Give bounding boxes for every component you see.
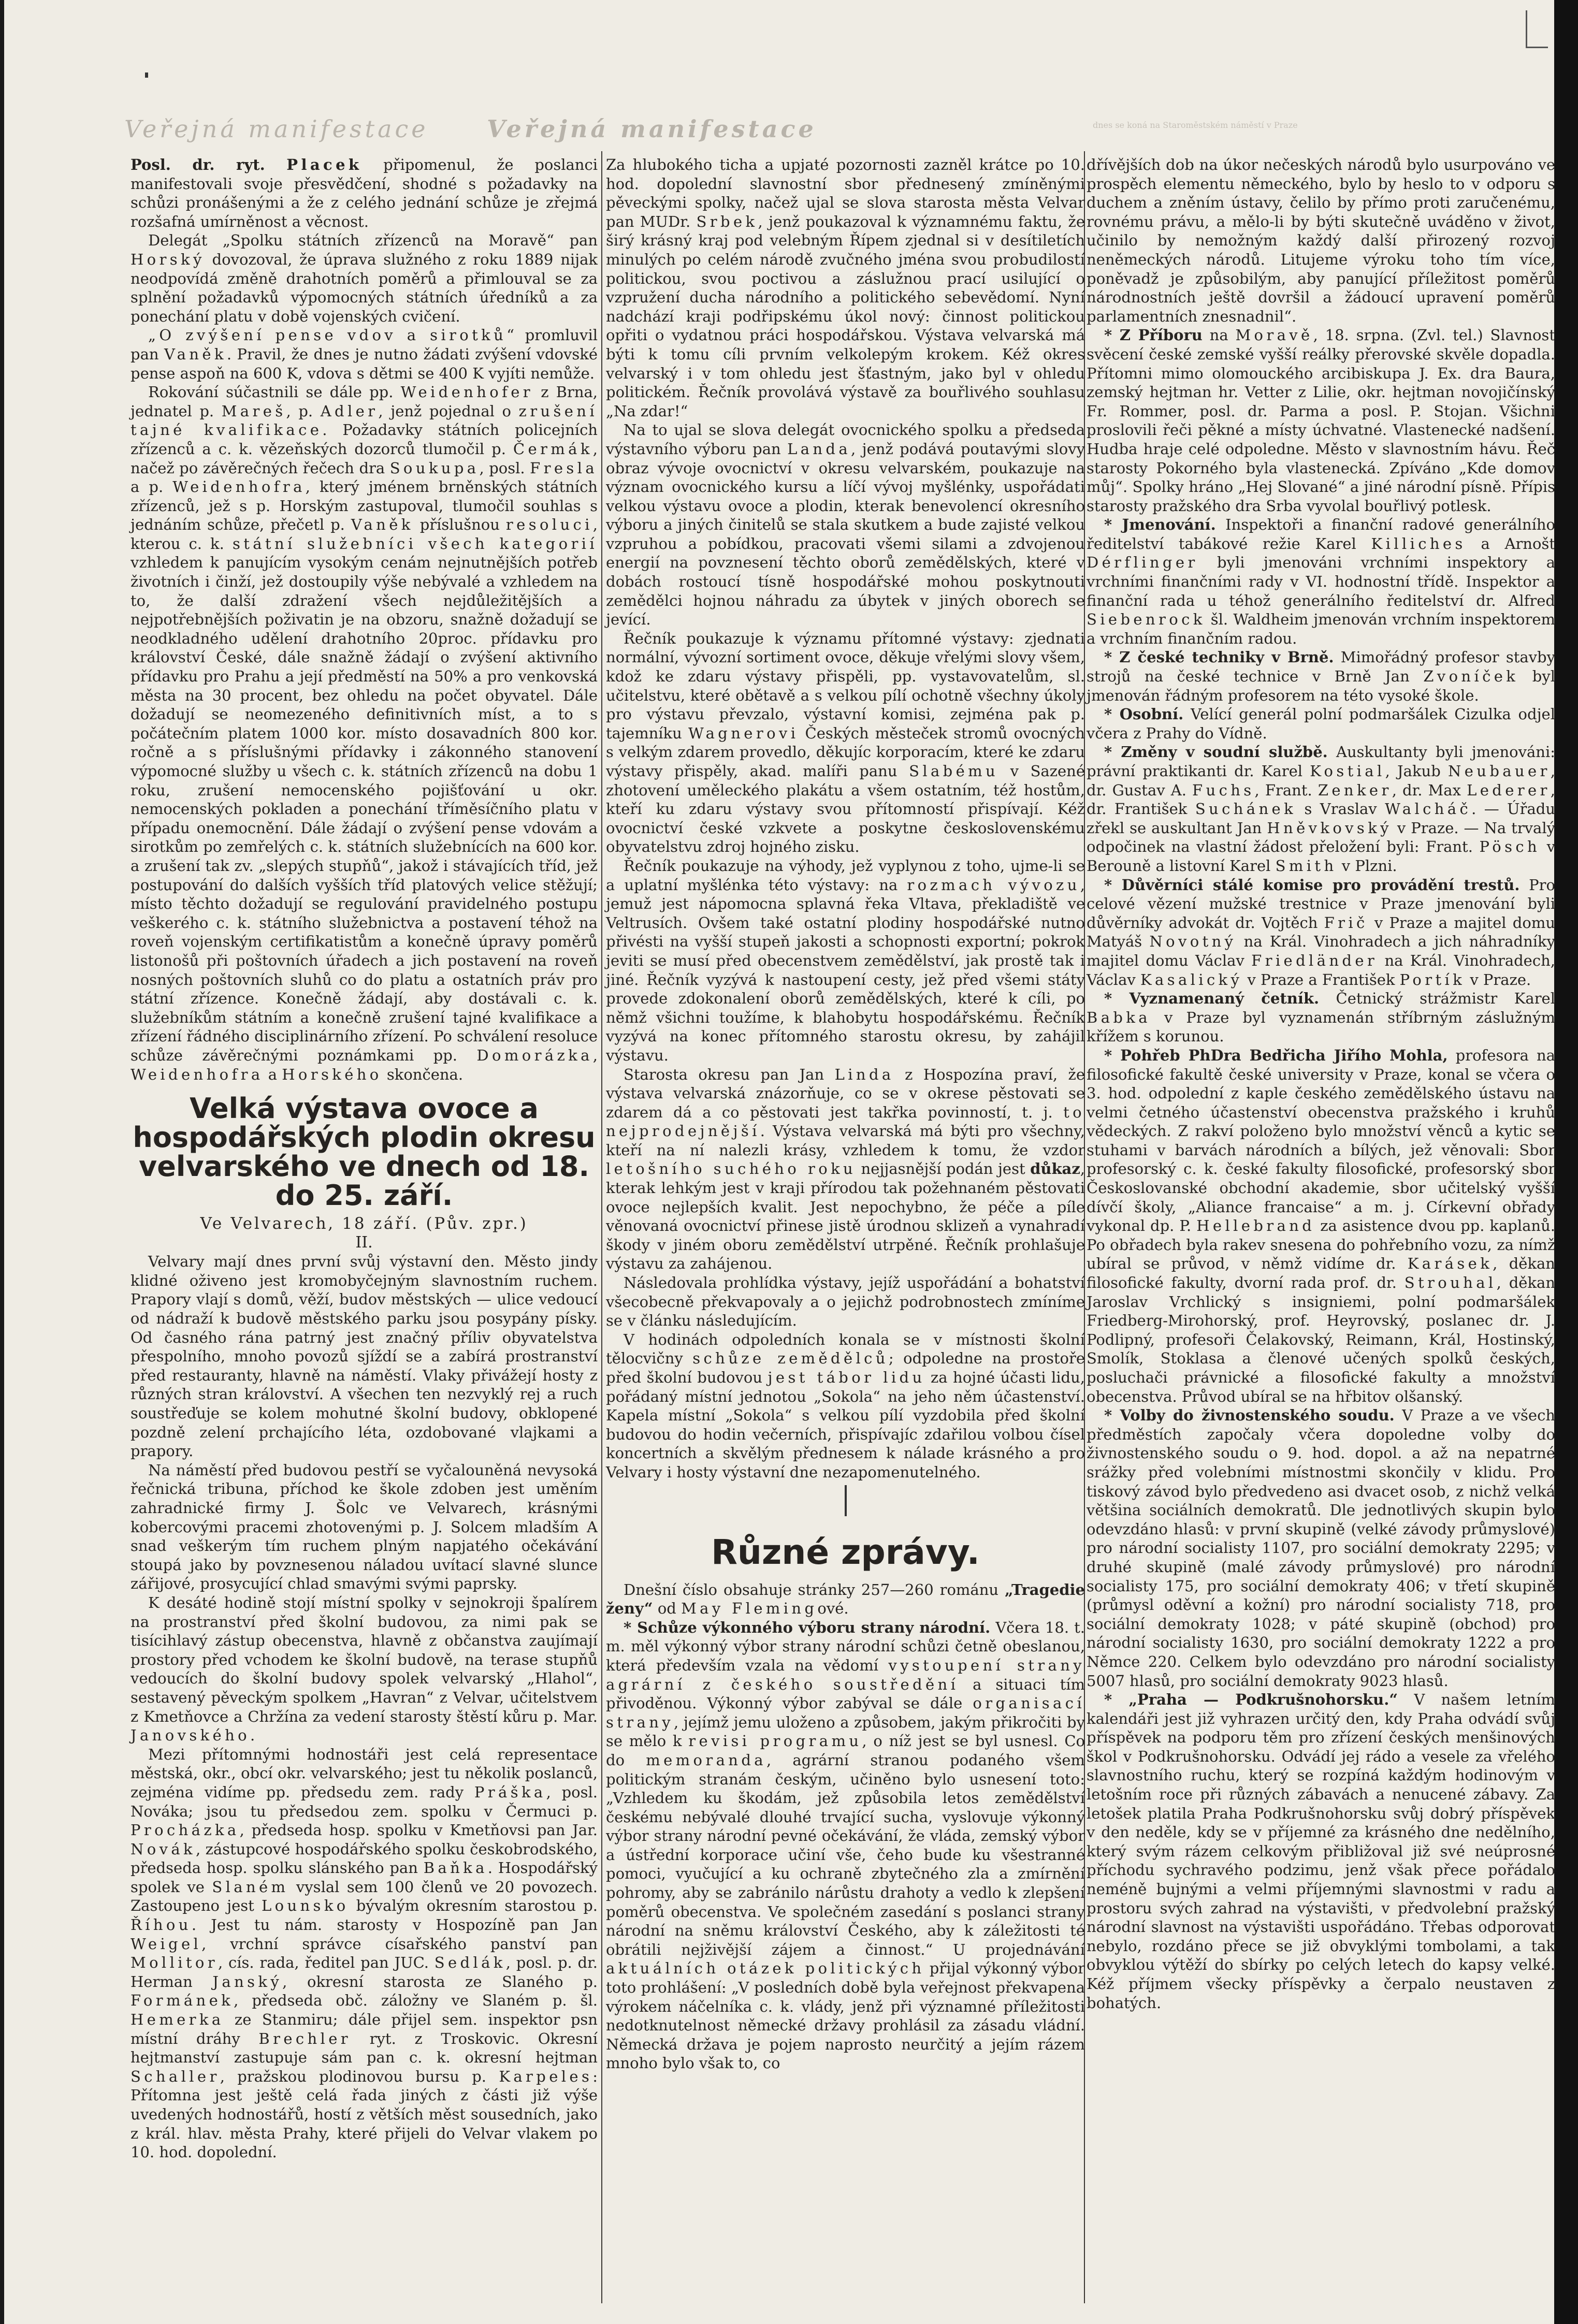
text-run: , p. xyxy=(286,402,321,420)
text-run: Vaněk xyxy=(351,516,414,534)
text-run: Portík xyxy=(1399,970,1466,989)
paragraph xyxy=(606,155,1085,420)
text-run: s Vraslav xyxy=(1296,800,1385,818)
text-run: Zenker xyxy=(1318,781,1392,799)
text-run: , posl. p. dr. Herman xyxy=(131,1954,598,1991)
paragraph xyxy=(131,1461,598,1593)
text-run: Walcháč xyxy=(1385,800,1472,818)
text-run: Schaller xyxy=(131,2067,220,2085)
text-run: Killiches xyxy=(1371,534,1466,553)
paragraph xyxy=(1087,989,1555,1046)
scan-left-edge xyxy=(0,0,4,2324)
paragraph xyxy=(606,1065,1085,1274)
paragraph xyxy=(606,629,1085,856)
text-run: dovozoval, že úprava služného z roku 1889 nijak neodpovídá změně drahotních poměrů a přimlouval se za splnění požadavků výpomocných státních úředníků a za ponechání platu v době vojenských cvičení. xyxy=(131,250,598,325)
text-run: Janovského xyxy=(131,1726,250,1745)
text-run: na Král. Vinohradech a jich náhradníky majitel domu Václav xyxy=(1087,933,1555,969)
text-run: * Vyznamenaný četník. xyxy=(1104,990,1320,1008)
paragraph xyxy=(1087,705,1555,743)
text-run: to nejprodejnější xyxy=(606,1103,1085,1140)
text-run: , dr. Max xyxy=(1392,781,1467,799)
text-run: Procházka xyxy=(131,1821,240,1839)
text-run: letošního suchého roku xyxy=(606,1160,857,1178)
text-run: Následovala prohlídka výstavy, jejíž uspořádání a bohatství všecobecně překvapovaly a o jejichž podrobnostech zmíníme se v článku následujícím. xyxy=(606,1274,1085,1330)
text-run: Čermák xyxy=(513,440,593,458)
text-run: * Z české techniky v Brně. xyxy=(1104,648,1334,666)
text-run: , jenž podává poutavými slovy obraz vývoje ovocnictví v okresu velvarském, poukazuje na význam ovocnického kursu a líčí vývoj myšlénky, uspořádati velkou výstavu ovoce a plodin, kterak benevolencí okresního výboru a jiných činitelů se stala skutkem a bude zajisté velkou vzpruhou a pobídkou, pracovati všemi silami a zdvojenou energií na povznesení těchto oborů zemědělských, které v dobách rostoucí tísně hospodářské mohou poskytnouti zemědělci hojnou náhradu za úbytek v jiných oborech se jevící. xyxy=(606,440,1085,629)
text-run: Mezi přítomnými hodnostáři jest celá representace městská, okr., obcí okr. velvarského; jest tu několik poslanců, zejména vidíme pp. předsedu zem. rady xyxy=(131,1745,598,1801)
article-heading-vystava: Velká výstava ovoce a hospodářských plodin okresu velvarského ve dnech od 18. do 25. září. xyxy=(133,1092,596,1212)
text-run: Domorázka xyxy=(476,1046,593,1064)
bleed-through-small-text: dnes se koná na Staroměstském náměstí v Praze xyxy=(1093,120,1298,130)
text-run: * „Praha — Podkrušnohorsku.“ xyxy=(1104,1691,1398,1709)
text-run: V hodinách odpoledních konala se v místnosti školní tělocvičny xyxy=(606,1330,1085,1368)
text-run: May Fleming xyxy=(681,1600,818,1618)
text-run: Siebenrock xyxy=(1087,611,1206,629)
text-run: , 18. srpna. (Zvl. tel.) Slavnost svěcení české zemské vyšší reálky přerovské skvěle dopadla. Přítomni mimo olomouckého arcibiskupa J. Ex. dra Baura, zemský hejtman hr. Vetter z Lilie, okr. hejtman novojičínský Fr. Rommer, posl. dr. Parma a posl. P. Stojan. Všichni proslovili řeči pěkné a místy úchvatné. Vlastenecké nadšení. Hudba hraje celé odpoledne. Město v slavnostním hávu. Řeč starosty Pokorného byla vlastenecká. Zpíváno „Kde domov můj“. Spolky hráno „Hej Slované“ a jiné národní písně. Přípis starosty pražského dra Srba vyvolal bouřlivý potlesk. xyxy=(1087,326,1555,515)
text-run: profesora na filosofické fakultě české university v Praze, konal se včera o 3. hod. odpolední z kaple českého zemědělského ústavu na velmi četného účastenství obecenstva pražského i kruhů vědeckých. Z rakví položeno bylo množství věnců a kytic se stuhami v barvách národních a bílých, jež věnovali: Sbor profesorský c. k. české fakulty filosofické, profesorský sbor Českoslovanské obchodní akademie, sbor učitelský vyšší dívčí školy, „Aliance francaise“ a m. j. Církevní obřady vykonal dp. P. xyxy=(1087,1046,1555,1235)
column-1-vystava-article xyxy=(131,1252,598,2162)
text-run: Řečník poukazuje k významu přítomné výstavy: zjednati normální, vývozní sortiment ovoce, děkuje vřelými slovy všem, kdož ke zdaru výstavy přispěli, pp. vystavovatelům, sl. učitelstvu, které obětavě a s velkou pílí ochotně všechny úkoly pro výstavu převzalo, výstavní komisi, zejména pak p. tajemníku xyxy=(606,629,1085,742)
article-part-number: II. xyxy=(355,1233,373,1252)
text-run: Kasalický xyxy=(1140,970,1243,989)
column-3-news-items xyxy=(1087,155,1555,2012)
text-run: promluvil pan xyxy=(131,326,598,363)
text-run: Suchánek xyxy=(1195,800,1297,818)
text-run: Na to ujal se slova delegát ovocnického spolku a předseda výstavního výboru pan xyxy=(606,421,1085,458)
text-run: Novotný xyxy=(1149,933,1237,951)
paragraph xyxy=(606,420,1085,629)
text-run: v Praze a František xyxy=(1242,970,1400,989)
text-run: : Přítomna jest ještě celá řada jiných z části již výše uvedených hodnostářů, hostí z větších měst sousedních, jako z král. hlav. města Prahy, které přijeli do Velvar vlakem po 10. hod. dopolední. xyxy=(131,2067,598,2161)
text-run: „Tragedie ženy“ xyxy=(606,1580,1085,1618)
text-run: Weidenhofra xyxy=(172,478,306,496)
text-run: Landa xyxy=(787,440,851,458)
text-run: Hellebrand xyxy=(1196,1217,1315,1235)
paragraph xyxy=(1087,648,1555,705)
text-run: státní služebníci všech kategorií xyxy=(232,534,598,553)
text-run: Rokování súčastnili se dále pp. xyxy=(148,383,401,401)
text-run: nejjasnější podán jest xyxy=(856,1160,1031,1178)
text-run: a Arnošt xyxy=(1466,534,1555,553)
text-run: byl jmenován řádným profesorem na této vysoké škole. xyxy=(1087,667,1555,704)
text-run: , posl. Nováka; jsou tu předsedou zem. spolku v Čermuci p. xyxy=(131,1783,598,1820)
text-run: schůze zemědělců xyxy=(692,1349,889,1368)
paragraph xyxy=(606,856,1085,1065)
text-run: . Pravil, že dnes je nutno žádati zvýšení vdovské pense aspoň na 600 K, vdova s dětmi se 400 K vyjíti nemůže. xyxy=(131,345,598,382)
text-run: organisací strany xyxy=(606,1694,1085,1731)
text-run: Karásek xyxy=(1407,1255,1493,1273)
paragraph xyxy=(1087,1406,1555,1690)
text-run: v Praze. xyxy=(1465,970,1531,989)
text-run: z Hospozína praví, že výstava velvarská znázorňuje, co se v okrese pěstovati se zdarem dá a co pěstovati jest takřka povinností, t. j. xyxy=(606,1065,1085,1121)
text-run: Babka xyxy=(1087,1008,1151,1026)
text-run: Lounsko xyxy=(261,1897,349,1915)
text-run: ryt. z Troskovic. Okresní hejtmanství zastupuje sám pan c. k. okresní hejtman xyxy=(131,2029,598,2067)
text-run: V Praze a ve všech předměstích započaly včera dopoledne volby do živnostenského soudu o 9. hod. dopol. a až na nepatrné srážky před volebními místnostmi skončily v klidu. Pro tiskový závod bylo předvedeno asi dvacet osob, z nichž velká většina sociálních demokratů. Dle jednotlivých skupin bylo odevzdáno hlasů: v první skupině (velké závody průmyslové) pro národní socialisty 1107, pro sociální demokraty 2295; v druhé skupině (malé závody průmyslové) pro národní socialisty 175, pro sociální demokraty 406; v třetí skupině (průmysl oděvní a kožní) pro národní socialisty 718, pro sociální demokraty 1028; v páté skupině (obchod) pro národní socialisty 1630, pro sociální demokraty 1222 a pro Němce 220. Celkem bylo odevzdáno pro národní socialisty 5007 hlasů, pro sociální demokraty 9023 hlasů. xyxy=(1087,1406,1555,1690)
text-run: v Praze byl vyznamenán stříbrným záslužným křížem s korunou. xyxy=(1087,1008,1555,1045)
text-run: , zástupcové hospodářského spolku českobrodského, předseda hosp. spolku slánského pan xyxy=(131,1840,598,1877)
column-3 xyxy=(1087,155,1555,2012)
text-run: Mimořádný profesor stavby strojů na české technice v Brně Jan xyxy=(1087,648,1555,686)
text-run: , vrchní správce císařského panství pan xyxy=(201,1935,598,1953)
text-run: skončena. xyxy=(382,1065,464,1083)
text-run: , Jakub xyxy=(1385,762,1448,780)
column-1 xyxy=(131,155,598,2162)
text-run: Linda xyxy=(834,1065,894,1083)
text-run: , který jménem brněnských státních zřízenců, jež s p. Horským zastupoval, tlumočil souhlas s jednáním schůze, přečetl p. xyxy=(131,478,598,534)
paragraph xyxy=(1087,876,1555,990)
text-run: . Hospodářský spolek ve xyxy=(131,1859,598,1896)
text-run: na xyxy=(1202,326,1236,344)
text-run: Mareš xyxy=(221,402,286,420)
text-run: Janský xyxy=(212,1972,283,1991)
text-run: Horský xyxy=(131,250,205,268)
paragraph xyxy=(606,1580,1085,1618)
text-run: Moravě xyxy=(1235,326,1313,344)
paragraph xyxy=(606,1330,1085,1482)
text-run: , načež po závěrečných řečech dra xyxy=(131,440,598,477)
text-run: zrušení tajné kvalifikace xyxy=(131,402,598,439)
text-run: Baňka xyxy=(423,1859,488,1877)
text-run: , předseda obč. záložny ve Slaném p. šl. xyxy=(234,1992,598,2010)
text-run: , xyxy=(592,1046,598,1064)
text-run: vyslal sem 100 členů ve 20 povozech. Zastoupeno jest xyxy=(131,1878,598,1915)
text-run: Řečník poukazuje na výhody, jež vyplynou z toho, ujme-li se a uplatní myšlénka této výstavy: na xyxy=(606,856,1085,894)
column-2 xyxy=(606,155,1085,2073)
text-run: Auskultanty byli jmenováni: právní praktikanti dr. Karel xyxy=(1087,743,1555,780)
text-run: , o níž jest se byl usnesl. Co do xyxy=(606,1732,1085,1769)
text-run: bývalým okresním starostou p. xyxy=(349,1897,598,1915)
article-dateline: Ve Velvarech, 18 září. (Pův. zpr.) xyxy=(200,1214,528,1233)
text-run: , agrární stranou podaného všem politickým stranám českým, učiněno bylo usnesení toto: „Vzhledem ku škodám, jež způsobila letos zemědělství českému nebývalé dlouhé trvající sucha, vyslovuje výkonný výbor strany národní pevné očekávání, že vláda, zemský výbor a ústřední korporace učiní vše, čeho bude ku všestranné pomoci, vyučující a ku ochraně zbytečného zla a zmírnění pohromy, aby se zabránilo nárůstu drahoty a vedlo k zlepšení poměrů obecenstva. Ve společném zasedání s poslanci strany národní na sněmu království Českého, aby k záležitosti té obrátili nejživější zájem a činnost.“ U projednávání xyxy=(606,1751,1085,1958)
text-run: v Plzni. xyxy=(1337,856,1397,875)
text-run: * Důvěrníci stálé komise pro provádění trestů. xyxy=(1104,876,1520,894)
column-2-vystava-continuation xyxy=(606,155,1085,1482)
text-run: Karpeles xyxy=(499,2067,593,2085)
section-heading-ruzne-zpravy: Různé zprávy. xyxy=(711,1532,980,1572)
text-run: Posl. dr. ryt. xyxy=(131,156,287,173)
text-run: Pösch xyxy=(1479,838,1541,856)
text-run: Fuchs xyxy=(1192,781,1255,799)
text-run: . xyxy=(250,1726,255,1745)
text-run: , předseda hosp. spolku v Kmetňovsi pan Jar. xyxy=(239,1821,598,1839)
text-run: Mollitor xyxy=(131,1954,218,1972)
text-run: příslušnou xyxy=(413,516,506,534)
text-run: Dérflinger xyxy=(1087,554,1198,572)
text-run: , posl. xyxy=(479,459,530,477)
text-run: , dr. František xyxy=(1087,781,1555,818)
text-run: Velící generál polní podmaršálek Cizulka odjel včera z Prahy do Vídně. xyxy=(1087,705,1555,742)
text-run: dřívějších dob na úkor nečeských národů bylo usurpováno ve prospěch elementu německého, bylo by heslo to v odporu s duchem a zněním ústavy, čelilo by přímo proti zaručenému, rovnému právu, a mělo-li by býti skutečně uváděno v život, učinilo by nemožným každý další přirozený rozvoj neněmeckých národů. Litujeme výroku toho tím více, poněvadž je způsobilým, aby panující příležitost poměrů národnostních ještě dovršil a žádoucí upravení poměrů parlamentních znesnadnil“. xyxy=(1087,156,1555,325)
text-run: * Z Příboru xyxy=(1104,326,1203,344)
paragraph xyxy=(1087,743,1555,875)
text-run: Pro celové vězení mužské trestnice v Praze jmenování byli důvěrníky advokát dr. Vojtěch xyxy=(1087,876,1555,932)
paragraph xyxy=(131,383,598,1084)
text-run: Včera 18. t. m. měl výkonný výbor strany národní schůzi četně obeslanou, která především vzala na vědomí xyxy=(606,1618,1085,1674)
paragraph xyxy=(131,231,598,326)
column-rule-1 xyxy=(601,151,602,2303)
text-run: Práška xyxy=(474,1783,546,1801)
text-run: memoranda xyxy=(646,1751,766,1769)
text-run: za asistence dvou pp. kaplanů. Po obřadech byla rakev snesena do pohřebního vozu, za nímž ubíral se průvod, v němž vidíme dr. xyxy=(1087,1217,1555,1273)
text-run: revisi programu xyxy=(688,1732,862,1750)
paragraph xyxy=(131,155,598,231)
bleed-through-text-right: Veřejná manifestace xyxy=(487,115,817,143)
text-run: za hojné účasti lidu, pořádaný místní jednotou „Sokola“ na jeho něm účastenství. Kapela místní „Sokola“ s velkou pílí vyzdobila před školní budovou do hodin večerních, přispívajíc zdařilou volbou čísel koncertních a skvělým přednesem k nálade krásného a pro Velvary i hosty výstavní dne nezapomenutelného. xyxy=(606,1369,1085,1481)
text-run: Fresla xyxy=(530,459,598,477)
text-run: , jenž pojednal o xyxy=(378,402,519,420)
text-run: a xyxy=(263,1065,282,1083)
paragraph xyxy=(606,1273,1085,1330)
paragraph xyxy=(1087,326,1555,515)
text-run: Placek xyxy=(286,156,363,173)
text-run: Hněvkovský xyxy=(1267,819,1392,837)
text-run: Za hlubokého ticha a upjaté pozornosti zazněl krátce po 10. hod. dopolední slavnostní sbor přednesený zmíněnými pěveckými spolky, načež ujal se slova starosta města Velvar pan MUDr. xyxy=(606,156,1085,230)
text-run: Formánek xyxy=(131,1992,234,2010)
article-end-mark xyxy=(845,1485,847,1516)
paragraph xyxy=(606,1618,1085,2073)
text-run: * Pohřeb PhDra Bedřicha Jiřího Mohla, xyxy=(1104,1046,1448,1064)
text-run: . — Úřadu zřekl se auskultant Jan xyxy=(1087,800,1555,837)
text-run: , děkan Jaroslav Vrchlický s insigniemi, polní podmaršálek Friedberg-Mirohorský, prof. Heyrovský, poslanec dr. J. Podlipný, profesoři Čelakovský, Reimann, Král, Hostinský, Smolík, Stoklasa a členové učených spolků českých, posluchači právnické a filosofické fakulty a množství obecenstva. Průvod ubíral se na hřbitov olšanský. xyxy=(1087,1274,1555,1405)
text-run: V našem letním kalendáři jest již vyhrazen určitý den, kdy Praha odvádí svůj příspěvek na podporu těm pro zřízení českých menšinových škol v Podkrušnohorsku. Odvádí jej rádo a vesele za vřelého slavnostního ruchu, který se rozpíná každým hodinovým v letošním roce při různých zábavách a nenucené zábavy. Za letošek platila Praha Podkrušnohorsku svůj dobrý příspěvek v den neděle, kdy se v příjemné za krásného dne nedělního, který svým rázem celkovým přibližoval již své neúprosné příchodu sychravého podzimu, jenž však přece pořádalo neméně bujnými a velmi příjemnými slavnostmi v radu a prostoru svých zahrad na výstavišti, v předvolební pražský národní slavnost na výstavišti uspořádáno. Třebas odporovat nebylo, rozdáno přece se již obvyklými tombolami, a tak obvyklou výtěží do sbírky po celých letech do kapsy velké. Kéž příjmem všecky příspěvky a čerpalo neustaven z bohatých. xyxy=(1087,1691,1556,2012)
text-run: Delegát „Spolku státních zřízenců na Moravě“ pan xyxy=(148,231,598,250)
text-run: Smith xyxy=(1275,856,1337,875)
text-run: v Praze a majitel domu Matyáš xyxy=(1087,913,1555,951)
text-run: Adler xyxy=(320,402,379,420)
text-run: v Berouně a listovní Karel xyxy=(1087,838,1555,875)
text-run: , pražskou plodinovou bursu p. xyxy=(220,2067,499,2085)
text-run: Starosta okresu pan Jan xyxy=(624,1065,835,1083)
text-run: Českých městeček stromů ovocných s velkým zdarem provedlo, děkujíc korporacím, které ke zdaru výstavy přispěly, akad. malíři panu xyxy=(606,724,1085,780)
text-run: Četnický strážmistr Karel xyxy=(1319,990,1555,1008)
text-run: , cís. rada, ředitel pan JUC. xyxy=(218,1954,435,1972)
text-run: Dnešní číslo obsahuje stránky 257—260 románu xyxy=(624,1580,1005,1599)
text-run: ze Stanmiru; dále přijel sem. inspektor psn místní dráhy xyxy=(131,2011,598,2047)
text-run: ové. xyxy=(817,1600,849,1618)
column-1-articles xyxy=(131,155,598,1084)
text-run: Lederer xyxy=(1467,781,1551,799)
text-run: Strouhal xyxy=(1404,1274,1497,1292)
text-run: Novák xyxy=(131,1840,196,1858)
text-run: Brechler xyxy=(258,2029,351,2047)
paragraph xyxy=(131,326,598,383)
text-run: důkaz xyxy=(1030,1160,1080,1178)
text-run: , děkan filosofické fakulty, dvorní rada prof. dr. xyxy=(1087,1255,1555,1292)
scan-right-edge xyxy=(1554,0,1578,2324)
text-run: v Sazené zhotovení uměleckého plakátu a všem ostatním, též hostům, kteří ku zdaru výstavy svou přítomností přispívají. Kéž ovocnictví české vzkvete a poskytne československému obyvatelstvu zdroj hojného zisku. xyxy=(606,762,1085,856)
text-run: , jejímž jemu uloženo a způsobem, jakým přikročiti by se mělo k xyxy=(606,1713,1085,1750)
column-2-news-items xyxy=(606,1580,1085,2073)
text-run: v Praze. — Na trvalý odpočinek na vlastní žádost přeložení byli: Frant. xyxy=(1087,819,1556,856)
text-run: a p. xyxy=(131,478,173,496)
text-run: a situaci tím přivoděnou. Výkonný výbor zabýval se dále xyxy=(606,1675,1085,1712)
text-run: , Frant. xyxy=(1254,781,1318,799)
text-run: jest tábor lidu xyxy=(768,1369,925,1386)
text-run: Weigel xyxy=(131,1935,202,1953)
text-run: * Osobní. xyxy=(1104,705,1184,723)
text-run: ; odpoledne na prostoře před školní budovou xyxy=(606,1349,1085,1386)
paragraph xyxy=(1087,1046,1555,1406)
text-run: Kostial xyxy=(1310,762,1385,780)
text-run: aktuálních otázek politických xyxy=(606,1959,925,1978)
paragraph xyxy=(131,1593,598,1745)
ink-mark xyxy=(145,72,148,78)
text-run: Velvary mají dnes první svůj výstavní den. Město jindy klidné oživeno jest kromobyčejným slavnostním ruchem. Prapory vlají s domů, věží, budov městských — ulice vedoucí od nádraží k budově městského parku jsou posypány písky. Od časného rána patrný jest značný příliv obyvatelstva přespolního, mnoho povozů sjíždí se a zabírá prostranství před restauranty, hlavně na náměstí. Vlaky přivážejí hosty z různých stran království. A všechen ten nezvyklý rej a ruch soustřeďuje se kolem mohutné školní budovy, obklopené pozdně zelení prchajícího léta, ozdobované vlajkami a prapory. xyxy=(131,1253,598,1460)
paragraph xyxy=(1087,515,1555,648)
text-run: přijal výkonný výbor toto prohlášení: „V posledních době byla veřejnost překvapena výrokem náčelníka c. k. vlády, jenž při významné příležitosti nedotknutelnost německé državy prohlásil za zásadu vládní. Německá država je pojem naprosto neurčitý a jejím rázem mnoho bylo však to, co xyxy=(606,1959,1085,2072)
corner-fold-mark xyxy=(1526,10,1548,48)
text-run: , kterou c. k. xyxy=(131,516,598,553)
text-run: * Schůze výkonného výboru strany národní. xyxy=(624,1618,991,1636)
text-run: Weidenhofra xyxy=(131,1065,264,1083)
text-run: K desáté hodině stojí místní spolky v sejnokroji špalírem na prostranství před školní budovou, za nimi pak se tisícihlavý zástup obecenstva, hlavně z občanstva zaujímají prostory před vchodem ke školní budově, na terase stupňů vedoucích do školní budovy spolek velvarský „Hlahol“, sestavený pěveckým spolkem „Havran“ z Velvar, učitelstvem z Kmetňovce a Chržína za vedení starosty štěstí kůru p. Mar. xyxy=(131,1593,598,1725)
text-run: , dr. Gustav A. xyxy=(1087,762,1555,799)
text-run: . Jest tu nám. starosty v Hospozíně pan Jan xyxy=(191,1916,598,1934)
text-run: Slabému xyxy=(909,762,999,780)
text-run: Frič xyxy=(1324,913,1368,932)
text-run: * Volby do živnostenského soudu. xyxy=(1104,1406,1395,1425)
text-run: , okresní starosta ze Slaného p. xyxy=(282,1972,598,1991)
text-run: z Brna, jednatel p. xyxy=(131,383,598,420)
text-run: , kterak lehkým jest v kraji přírodou tak požehnaném pěstovati ovoce nejlepších kvalit. Jest nepochybno, že péče a píle věnovaná ovocnictví přinese jistě úrodnou sklizeň a vynahradí škody v jiném oboru zemědělství utrpěné. Řečník prohlašuje výstavu za zahájenou. xyxy=(606,1160,1085,1273)
text-run: , jenž poukazoval k významnému faktu, že širý krásný kraj pod velebným Řípem zjednal si v desítiletích minulých po celém národě zvučného jména svou probudilostí politickou, svou poctivou a záslužnou prací usilující o vzpružení ducha národního a politického sebevědomí. Nyní nadchází kraji podřipskému úkol nový: činnost politickou opřiti o vydatnou práci hospodářskou. Výstava velvarská má býti k tomu cíli prvním velkolepým krokem. Kéž okres velvarský i v tom ohledu jest šťastným, jako byl v ohledu politickém. Řečník provolává výstavě za bouřlivého souhlasu „Na zdar!“ xyxy=(606,212,1085,420)
text-run: * Změny v soudní službě. xyxy=(1104,743,1328,761)
text-run: . Výstava velvarská má býti pro všechny, kteří na ní nalezli krásy, vzhledem k tomu, že vzdor xyxy=(606,1122,1085,1159)
text-run: Vaněk xyxy=(164,345,227,363)
text-run: Srbek xyxy=(696,212,758,230)
text-run: Říhou xyxy=(131,1916,192,1934)
paragraph xyxy=(131,1745,598,2162)
text-run: Inspektoři a finanční radové generálního ředitelství tabákové režie Karel xyxy=(1087,516,1555,553)
text-run: Neubauer xyxy=(1447,762,1551,780)
text-run: rozmach vývozu xyxy=(907,876,1080,894)
text-run: Sedlák xyxy=(434,1954,506,1972)
paragraph xyxy=(1087,155,1555,326)
text-run: . Požadavky státních policejních zřízenců a c. k. vězeňských dozorců tlumočil p. xyxy=(131,421,598,458)
text-run: „O zvýšení pense vdov a sirotků“ xyxy=(148,326,518,344)
text-run: Friedländer xyxy=(1251,951,1378,969)
text-run: * Jmenování. xyxy=(1104,516,1216,534)
text-run: Zvoníček xyxy=(1423,667,1519,686)
text-run: Soukupa xyxy=(389,459,480,477)
text-run: byli jmenováni vrchními inspektory a vrchními finančními rady v VI. hodnostní třídě. Inspektor a finanční rada u téhož generálního ředitelství dr. Alfred xyxy=(1087,554,1555,609)
text-run: Horského xyxy=(282,1065,382,1083)
text-run: Wagnerovi xyxy=(688,724,799,742)
text-run: Hemerka xyxy=(131,2011,224,2029)
text-run: vzhledem k panujícím vysokým cenám nejnutnějších potřeb životních i činží, jež dostoupily výše nebývalé a vzhledem na to, že další zdražení všech nejdůležitějších a nejpotřebnějších poživatin je na obzoru, snažně dožadují se neodkladného udělení drahotního 20proc. přídavku pro království České, dále snažně žádají o zvýšení aktivního přídavku pro Prahu a její předměstí na 50% a pro venkovská města na 30 procent, bez ohledu na počet obyvatel. Dále dožadují se neomezeného definitivních míst, a to s počátečním platem 1000 kor. místo dosavadních 800 kor. ročně a s příslušnými přídavky i zákonného stanovení výpomocné služby u všech c. k. státních zřízenců na dobu 1 roku, zrušení nemocenského pojišťování u okr. nemocenských pokladen a ponechání tříměsíčního platu v případu onemocnění. Dále žádají o zvýšení pense vdovám a sirotkům po zemřelých c. k. státních služebnících na 600 kor. a zrušení tak zv. „slepých stupňů“, jakož i stávajících tříd, jež postupování do dalších vyšších tříd platových velice stěžují; místo těchto dožadují se regulování pravidelného postupu veškerého c. k. státního služebnictva a postavení téhož na roveň vojenským certifikatistům a konečně úpravy poměrů listonošů při poštovních úřadech a jich postavení na roveň nosných poštovních sluhů co do platu a ostatních práv pro státní zřízence. Konečně žádají, aby dostávali c. k. služebníkům státním a konečně zrušení tajné kvalifikace a zřízení řádného disciplinárního zřízení. Po schválení resoluce schůze závěrečnými poznámkami pp. xyxy=(131,554,598,1064)
text-run: šl. Waldheim jmenován vrchním inspektorem a vrchním finančním radou. xyxy=(1087,611,1555,647)
text-run: na Král. Vinohradech, Václav xyxy=(1087,951,1555,989)
paragraph xyxy=(1087,1690,1555,2012)
text-run: od xyxy=(653,1600,682,1618)
text-run: Slaném xyxy=(212,1878,289,1896)
text-run: , jemuž jest nápomocna splavná řeka Vltava, překladiště ve Veltrusích. Ovšem také ostatní plodiny hospodářské nutno přivésti na vyšší stupeň jakosti a schopnosti exportní; pokrok jeviti se musí před obecenstvem zemědělství, jak prostě tak i jiné. Řečník vyzývá k nastoupení cesty, jež před všemi státy provede zdokonalení oborů zemědělských, které k cíli, po němž všichni toužíme, k blahobytu hospodářskému. Řečník vyzývá na konec přítomného starostu okresu, by zahájil výstavu. xyxy=(606,876,1085,1064)
text-run: Na náměstí před budovou pestří se vyčalouněná nevysoká řečnická tribuna, příchod ke škole zdoben jest uměním zahradnické firmy J. Šolc ve Velvarech, krásnými kobercovými pracemi zhotovenými p. J. Solcem mladším A snad veškerým tím ruchem plným napjatého očekávání stoupá jako by povznesenou náladou uvítací slavné slunce zářijové, prosycující chlad smavými svými paprsky. xyxy=(131,1461,598,1593)
text-run: vystoupení strany agrární z českého soustředění xyxy=(606,1656,1085,1693)
paragraph xyxy=(131,1252,598,1461)
text-run: Weidenhofer xyxy=(400,383,534,401)
text-run: připomenul, že poslanci manifestovali svoje přesvědčení, shodné s požadavky na schůzi pronášenými a že z celého jednání schůze je zřejmá rozšafná umírněnost a věcnost. xyxy=(131,156,598,230)
text-run: resoluci xyxy=(505,516,593,534)
bleed-through-text-left: Veřejná manifestace xyxy=(124,115,429,143)
